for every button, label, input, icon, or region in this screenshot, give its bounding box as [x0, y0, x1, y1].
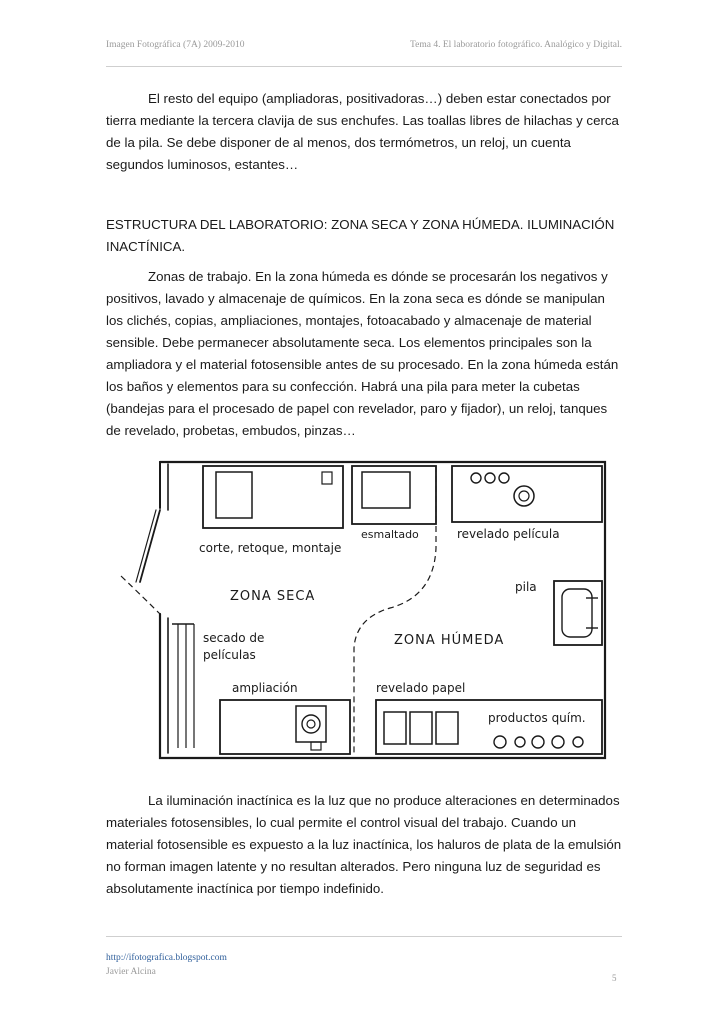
glazing-table: [352, 466, 436, 524]
footer-author: Javier Alcina: [106, 967, 156, 977]
footer-blog-link[interactable]: http://ifotografica.blogspot.com: [106, 953, 227, 963]
work-zones-paragraph: Zonas de trabajo. En la zona húmeda es dónde se procesarán los negativos y positivos, lavado y almacenaje de químicos. En la zona seca es dónde se manipulan los clichés, copias, ampliaciones, montajes, fotoacabado y almacenaje de material sensible. Debe permanecer absolutamente seca. Los elementos principales son la ampliadora y el material fotosensible antes de su procesado. En la zona húmeda están los baños y elementos para su confección. Habrá una pila para meter la cubetas (bandejas para el procesado de papel con revelador, paro y fijador), un reloj, tanques de revelado, probetas, embudos, pinzas…: [106, 269, 619, 438]
label-enlarging: ampliación: [232, 681, 298, 695]
safelight-paragraph: La iluminación inactínica es la luz que no produce alteraciones en determinados materiales fotosensibles, lo cual permite el control visual del trabajo. Cuando un material fotosensible es expuesto a la luz inactínica, los haluros de plata de la emulsión no forman imagen latente y no resultan alterados. Pero ninguna luz de seguridad es absolutamente inactínica por tiempo indefinido.: [106, 793, 622, 896]
door-leaf: [140, 510, 160, 582]
header-topic-title: Tema 4. El laboratorio fotográfico. Analógico y Digital.: [410, 40, 622, 50]
label-glazing: esmaltado: [361, 528, 419, 541]
laboratory-floor-plan: [108, 448, 618, 770]
footer-divider: [106, 936, 622, 937]
enlarger-counter: [220, 700, 350, 754]
label-sink: pila: [515, 580, 537, 594]
label-film-dev: revelado película: [457, 527, 560, 541]
label-cutting: corte, retoque, montaje: [199, 541, 342, 555]
intro-paragraph: El resto del equipo (ampliadoras, positivadoras…) deben estar conectados por tierra mediante la tercera clavija de sus enchufes. Las toallas libres de hilachas y cerca de la pila. Se debe disponer de al menos, dos termómetros, un reloj, un cuenta segundos luminosos, estantes…: [106, 91, 619, 172]
zone-divider: [354, 466, 436, 753]
label-drying-2: películas: [203, 648, 256, 662]
header-divider: [106, 66, 622, 67]
page-number: 5: [612, 973, 617, 983]
label-chemicals: productos quím.: [488, 711, 586, 725]
label-drying-1: secado de: [203, 631, 265, 645]
label-dry-zone: ZONA SECA: [230, 589, 316, 604]
header-course-title: Imagen Fotográfica (7A) 2009-2010: [106, 40, 245, 50]
label-wet-zone: ZONA HÚMEDA: [394, 633, 505, 648]
film-processing-counter: [452, 466, 602, 522]
label-paper-dev: revelado papel: [376, 681, 466, 695]
section-heading: ESTRUCTURA DEL LABORATORIO: ZONA SECA Y ZONA HÚMEDA. ILUMINACIÓN INACTÍNICA.: [106, 217, 615, 254]
page-header: [106, 40, 622, 54]
sink: [554, 581, 602, 645]
